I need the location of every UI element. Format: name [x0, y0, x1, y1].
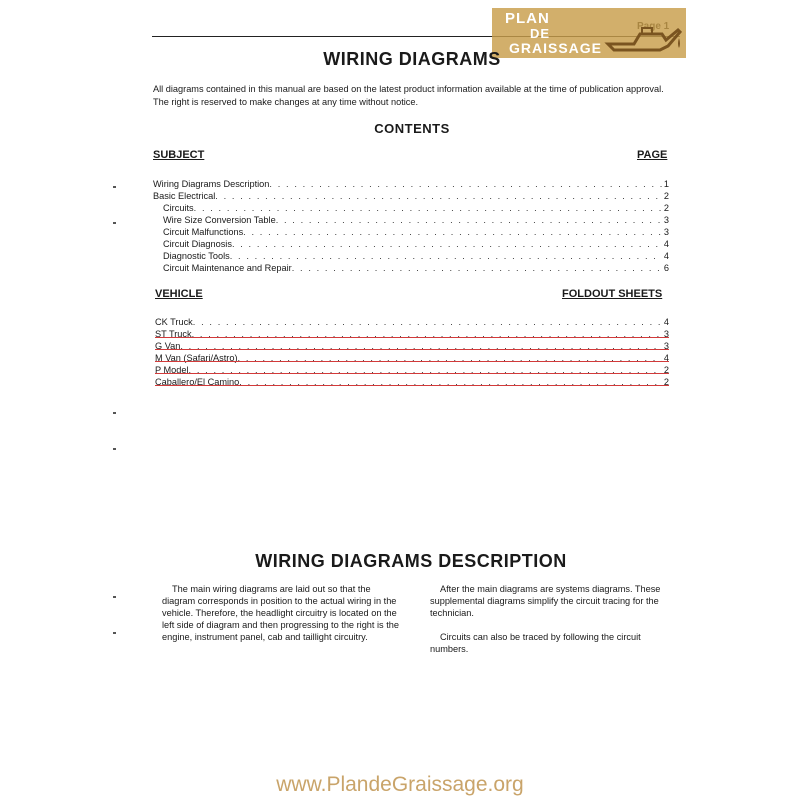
margin-mark — [113, 632, 116, 634]
toc-label: Basic Electrical — [153, 191, 216, 201]
section-title: WIRING DIAGRAMS DESCRIPTION — [255, 551, 567, 571]
toc-label: G Van — [155, 341, 181, 351]
toc-row — [163, 227, 669, 239]
vehicle-column-header: VEHICLE — [155, 288, 203, 300]
foldout-column-header: FOLDOUT SHEETS — [562, 288, 663, 300]
logo-text-line2: DE — [530, 26, 551, 41]
toc-label: ST Truck — [155, 329, 192, 339]
leader-dots — [292, 263, 662, 273]
toc-page: 1 — [663, 179, 669, 189]
toc-page: 4 — [663, 353, 669, 363]
toc-label: Circuit Malfunctions — [163, 227, 244, 237]
toc-label: Circuit Diagnosis — [163, 239, 232, 249]
toc-row — [155, 365, 669, 377]
toc-label: Circuit Maintenance and Repair — [163, 263, 292, 273]
leader-dots — [276, 215, 662, 225]
description-col1-paragraph: The main wiring diagrams are laid out so that the diagram corresponds in position to the actual wiring in the vehicle. Therefore, the headlight circuitry is located on the left side of diagram and then progressing to the right is the engine, instrument panel, cab and taillight circuitry. — [162, 584, 399, 642]
toc-label: Caballero/El Camino — [155, 377, 240, 387]
toc-page: 3 — [663, 227, 669, 237]
toc-row — [155, 317, 669, 329]
leader-dots — [243, 227, 662, 237]
strike-line — [155, 349, 669, 350]
strike-line — [155, 337, 669, 338]
toc-row — [163, 203, 669, 215]
description-col2-paragraph2: Circuits can also be traced by following the circuit numbers. — [430, 632, 641, 654]
toc-page: 4 — [663, 251, 669, 261]
leader-dots — [193, 317, 662, 327]
toc-row — [163, 251, 669, 263]
toc-label: Wiring Diagrams Description — [153, 179, 270, 189]
toc-label: CK Truck — [155, 317, 193, 327]
logo-text-line1: PLAN — [505, 10, 550, 27]
toc-label: M Van (Safari/Astro) — [155, 353, 238, 363]
leader-dots — [269, 179, 661, 189]
toc-label: P Model — [155, 365, 189, 375]
margin-mark — [113, 412, 116, 414]
toc-row — [153, 179, 669, 191]
leader-dots — [215, 191, 662, 201]
toc-page: 3 — [663, 341, 669, 351]
leader-dots — [194, 203, 662, 213]
margin-mark — [113, 448, 116, 450]
toc-page: 4 — [663, 239, 669, 249]
toc-row — [155, 353, 669, 365]
leader-dots — [230, 251, 662, 261]
page-title: WIRING DIAGRAMS — [323, 49, 501, 69]
margin-mark — [113, 186, 116, 188]
toc-row — [163, 263, 669, 275]
toc-row — [155, 341, 669, 353]
toc-label: Diagnostic Tools — [163, 251, 230, 261]
strike-line — [155, 385, 669, 386]
toc-page: 2 — [663, 203, 669, 213]
subject-column-header: SUBJECT — [153, 149, 205, 161]
toc-label: Wire Size Conversion Table — [163, 215, 276, 225]
margin-mark — [113, 596, 116, 598]
toc-page: 2 — [663, 191, 669, 201]
toc-row — [163, 215, 669, 227]
toc-page: 3 — [663, 329, 669, 339]
toc-row — [155, 377, 669, 389]
toc-row — [155, 329, 669, 341]
strike-line — [155, 361, 669, 362]
footer-url: www.PlandeGraissage.org — [276, 773, 524, 796]
toc-page: 4 — [663, 317, 669, 327]
logo-text-line3: GRAISSAGE — [509, 40, 603, 56]
toc-page: 2 — [663, 365, 669, 375]
toc-page: 6 — [663, 263, 669, 273]
margin-mark — [113, 222, 116, 224]
strike-line — [155, 373, 669, 374]
toc-row — [153, 191, 669, 203]
contents-heading: CONTENTS — [374, 121, 450, 136]
leader-dots — [232, 239, 662, 249]
toc-row — [163, 239, 669, 251]
toc-page: 2 — [663, 377, 669, 387]
toc-page: 3 — [663, 215, 669, 225]
description-col2-paragraph1: After the main diagrams are systems diagrams. These supplemental diagrams simplify the circuit tracing for the technician. — [430, 584, 661, 618]
toc-label: Circuits — [163, 203, 194, 213]
page-column-header: PAGE — [637, 149, 668, 161]
intro-paragraph: All diagrams contained in this manual are based on the latest product information available at the time of publication approval. The right is reserved to make changes at any time without notice. — [153, 84, 664, 107]
